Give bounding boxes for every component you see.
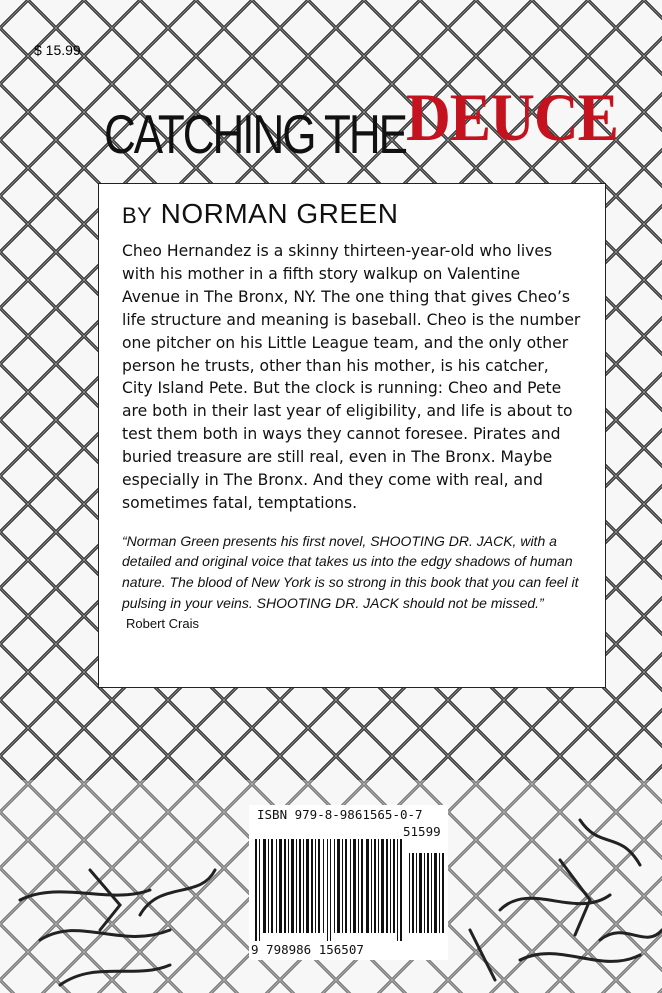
author-line: [122, 198, 582, 230]
author-name: NORMAN GREEN: [160, 198, 399, 229]
barcode-bars: [249, 839, 448, 941]
price-label: $ 15.99: [34, 42, 81, 58]
description-panel: [98, 183, 606, 688]
barcode-price-code: 51599: [403, 824, 441, 839]
isbn-text: ISBN 979-8-9861565-0-7: [257, 807, 423, 822]
isbn-barcode: [249, 805, 448, 960]
review-attribution: Robert Crais: [126, 616, 199, 632]
book-title: [104, 80, 624, 166]
title-main-text: CATCHING THE: [104, 104, 406, 166]
ean-digits: 9 798986 156507: [251, 942, 364, 957]
title-accent-text: DEUCE: [405, 80, 618, 156]
author-by: BY: [122, 203, 153, 228]
book-blurb: Cheo Hernandez is a skinny thirteen-year-old who lives with his mother in a fifth story walkup on Valentine Avenue in The Bronx, NY. The one thing that gives Cheo’s life structure and meaning is baseball. Cheo is the number one pitcher on his Little League team, and the only other person he trusts, other than his mother, is his catcher, City Island Pete. But the clock is running: Cheo and Pete are both in their last year of eligibility, and life is about to test them both in ways they cannot foresee. Pirates and buried treasure are still real, even in The Bronx. Maybe especially in The Bronx. And they come with real, and sometimes fatal, temptations.: [122, 242, 581, 512]
review-quote: [122, 531, 582, 635]
review-quote-text: “Norman Green presents his first novel, SHOOTING DR. JACK, with a detailed and original voice that takes us into the edgy shadows of human nature. The blood of New York is so strong in this book that you can feel it pulsing in your veins. SHOOTING DR. JACK should not be missed.”: [122, 532, 579, 611]
